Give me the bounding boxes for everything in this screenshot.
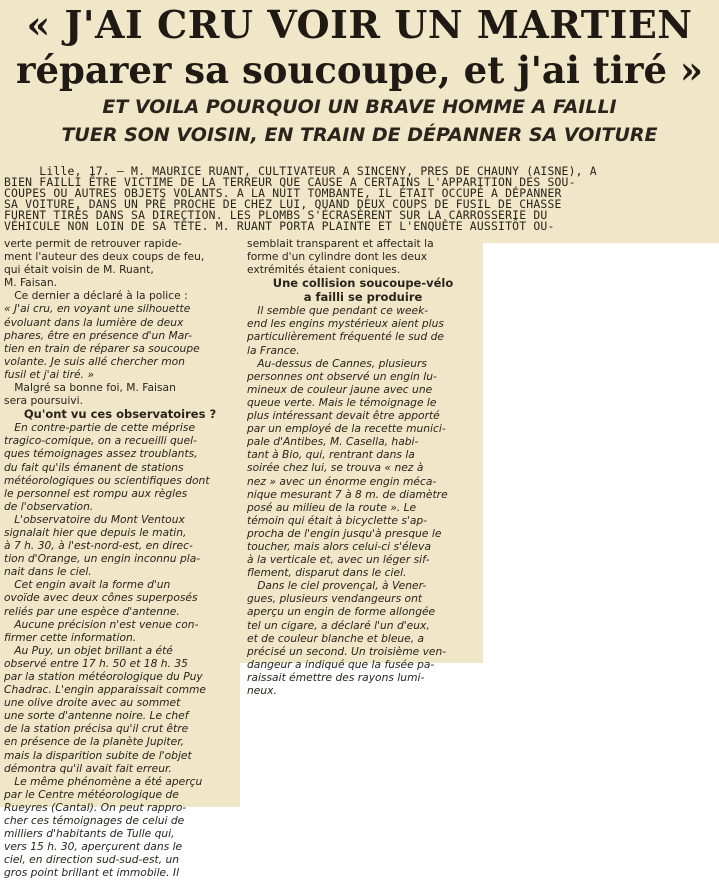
text-line: par un employé de la recette munici- bbox=[247, 422, 446, 436]
text-line: mais la disparition subite de l'objet bbox=[4, 748, 192, 762]
lead-paragraph bbox=[4, 166, 714, 232]
text-line: pale d'Antibes, M. Casella, habi- bbox=[247, 435, 419, 449]
text-line: et de couleur blanche et bleue, a bbox=[247, 631, 425, 645]
text-line: plus intéressant devait être apporté bbox=[247, 409, 440, 423]
text-line: Au-dessus de Cannes, plusieurs bbox=[247, 356, 427, 370]
text-line: tien en train de réparer sa soucoupe bbox=[4, 341, 200, 355]
text-line: à la verticale et, avec un léger sif- bbox=[247, 553, 430, 567]
text-line: firmer cette information. bbox=[4, 630, 137, 644]
text-line: verte permit de retrouver rapide- bbox=[4, 237, 182, 250]
text-line: raissait émettre des rayons lumi- bbox=[247, 670, 425, 684]
text-line: dangeur a indiqué que la fusée pa- bbox=[247, 657, 435, 671]
text-line: nique mesurant 7 à 8 m. de diamètre bbox=[247, 487, 448, 501]
text-line: reliés par une espèce d'antenne. bbox=[4, 604, 180, 618]
text-line: précisé un second. Un troisième ven- bbox=[247, 644, 447, 658]
text-line: Au Puy, un objet brillant a été bbox=[4, 643, 173, 657]
text-line: Dans le ciel provençal, à Vener- bbox=[247, 579, 427, 593]
text-line: Chadrac. L'engin apparaissait comme bbox=[4, 683, 206, 697]
lead-line: Lille, 17. — M. MAURICE RUANT, CULTIVATEUR A SINCENY, PRES DE CHAUNY (AISNE), A bbox=[4, 164, 597, 178]
text-line: de la station précisa qu'il crut être bbox=[4, 722, 189, 736]
text-line: cher ces témoignages de celui de bbox=[4, 814, 185, 828]
text-line: Ce dernier a déclaré à la police : bbox=[4, 289, 188, 303]
text-line: procha de l'engin jusqu'à presque le bbox=[247, 526, 442, 540]
text-line: Le même phénomène a été aperçu bbox=[4, 774, 203, 788]
text-line: ment l'auteur des deux coups de feu, bbox=[4, 250, 205, 264]
text-line: Malgré sa bonne foi, M. Faisan bbox=[4, 381, 176, 395]
article-column-2 bbox=[247, 237, 479, 697]
lead-line: SA VOITURE, DANS UN PRÉ PROCHE DE CHEZ LUI, QUAND DEUX COUPS DE FUSIL DE CHASSE bbox=[4, 197, 562, 211]
text-line: extrémités étaient coniques. bbox=[247, 263, 401, 277]
text-line: en présence de la planète Jupiter, bbox=[4, 735, 185, 749]
headline-line-2: réparer sa soucoupe, et j'ai tiré » bbox=[16, 48, 703, 92]
text-line: « J'ai cru, en voyant une silhouette bbox=[4, 302, 191, 316]
text-line: de l'observation. bbox=[4, 499, 94, 513]
text-line: sera poursuivi. bbox=[4, 394, 83, 408]
text-line: démontra qu'il avait fait erreur. bbox=[4, 761, 172, 775]
text-line: une sorte d'antenne noire. Le chef bbox=[4, 709, 189, 723]
text-line: gues, plusieurs vendangeurs ont bbox=[247, 592, 423, 606]
text-line: Rueyres (Cantal). On peut rappro- bbox=[4, 800, 187, 814]
subheadline-line-1: ET VOILA POURQUOI UN BRAVE HOMME A FAILLI bbox=[102, 96, 617, 118]
text-line: qui était voisin de M. Ruant, bbox=[4, 263, 154, 277]
section-heading: a failli se produire bbox=[303, 290, 423, 305]
text-line: aperçu un engin de forme allongée bbox=[247, 605, 436, 619]
text-line: du fait qu'ils émanent de stations bbox=[4, 460, 184, 474]
text-line: M. Faisan. bbox=[4, 276, 57, 290]
text-line: Cet engin avait la forme d'un bbox=[4, 578, 171, 592]
text-line: la France. bbox=[247, 343, 300, 357]
text-line: personnes ont observé un engin lu- bbox=[247, 369, 437, 383]
text-line: témoin qui était à bicyclette s'ap- bbox=[247, 513, 428, 527]
text-line: Il semble que pendant ce week- bbox=[247, 304, 429, 318]
text-line: fusil et j'ai tiré. » bbox=[4, 367, 94, 381]
blank-area-right bbox=[483, 243, 719, 807]
text-line: ovoïde avec deux cônes superposés bbox=[4, 591, 198, 605]
text-line: mineux de couleur jaune avec une bbox=[247, 382, 433, 396]
text-line: tion d'Orange, un engin inconnu pla- bbox=[4, 552, 201, 566]
text-line: particulièrement fréquenté le sud de bbox=[247, 330, 444, 344]
lead-line: COUPES OU AUTRES OBJETS VOLANTS. A LA NUIT TOMBANTE, IL ÉTAIT OCCUPÉ A DÉPANNER bbox=[4, 186, 562, 200]
lead-line: FURENT TIRÉS DANS SA DIRECTION. LES PLOMBS S'ÉCRASÈRENT SUR LA CARROSSERIE DU bbox=[4, 208, 548, 222]
text-line: queue verte. Mais le témoignage le bbox=[247, 395, 437, 409]
text-line: soirée chez lui, se trouva « nez à bbox=[247, 461, 424, 475]
text-line: une olive droite avec au sommet bbox=[4, 696, 181, 710]
text-line: observé entre 17 h. 50 et 18 h. 35 bbox=[4, 656, 188, 670]
text-line: par la station météorologique du Puy bbox=[4, 670, 203, 683]
text-line: flement, disparut dans le ciel. bbox=[247, 566, 407, 580]
text-line: toucher, mais alors celui-ci s'éleva bbox=[247, 539, 432, 553]
text-line: forme d'un cylindre dont les deux bbox=[247, 250, 428, 264]
text-line: évoluant dans la lumière de deux bbox=[4, 315, 184, 329]
text-line: tel un cigare, a déclaré l'un d'eux, bbox=[247, 618, 430, 632]
text-line: end les engins mystérieux aient plus bbox=[247, 317, 444, 331]
text-line: ques témoignages assez troublants, bbox=[4, 447, 198, 461]
text-line: posé au milieu de la route ». Le bbox=[247, 500, 417, 514]
text-line: météorologiques ou scientifiques dont bbox=[4, 473, 210, 487]
headline-line-1: « J'AI CRU VOIR UN MARTIEN bbox=[26, 2, 693, 47]
text-line: neux. bbox=[247, 684, 277, 697]
text-line: milliers d'habitants de Tulle qui, bbox=[4, 827, 175, 841]
text-line: En contre-partie de cette méprise bbox=[4, 421, 196, 435]
text-line: vers 15 h. 30, aperçurent dans le bbox=[4, 840, 183, 854]
text-line: L'observatoire du Mont Ventoux bbox=[4, 512, 185, 526]
text-line: gros point brillant et immobile. Il bbox=[4, 866, 180, 880]
text-line: volante. Je suis allé chercher mon bbox=[4, 354, 185, 368]
text-line: semblait transparent et affectait la bbox=[247, 237, 434, 250]
lead-line: VÉHICULE NON LOIN DE SA TÊTE. M. RUANT PORTA PLAINTE ET L'ENQUÊTE AUSSITÔT OU- bbox=[4, 219, 555, 233]
text-line: nez » avec un énorme engin méca- bbox=[247, 474, 437, 488]
text-line: phares, être en présence d'un Mar- bbox=[4, 328, 192, 342]
text-line: Aucune précision n'est venue con- bbox=[4, 617, 199, 631]
text-line: tant à Bio, qui, rentrant dans la bbox=[247, 448, 415, 462]
text-line: le personnel est rompu aux règles bbox=[4, 486, 188, 500]
text-line: ciel, en direction sud-sud-est, un bbox=[4, 853, 180, 867]
section-heading: Qu'ont vu ces observatoires ? bbox=[23, 407, 217, 422]
article-column-1 bbox=[4, 237, 236, 880]
text-line: tragico-comique, on a recueilli quel- bbox=[4, 434, 197, 448]
text-line: par le Centre météorologique de bbox=[4, 787, 179, 801]
lead-line: BIEN FAILLI ÊTRE VICTIME DE LA TERREUR QUE CAUSE A CERTAINS L'APPARITION DES SOU- bbox=[4, 175, 576, 189]
text-line: nait dans le ciel. bbox=[4, 565, 92, 579]
text-line: signalait hier que depuis le matin, bbox=[4, 525, 187, 539]
section-heading: Une collision soucoupe-vélo bbox=[272, 276, 454, 291]
text-line: à 7 h. 30, à l'est-nord-est, en direc- bbox=[4, 539, 193, 553]
subheadline-line-2: TUER SON VOISIN, EN TRAIN DE DÉPANNER SA VOITURE bbox=[61, 124, 658, 146]
